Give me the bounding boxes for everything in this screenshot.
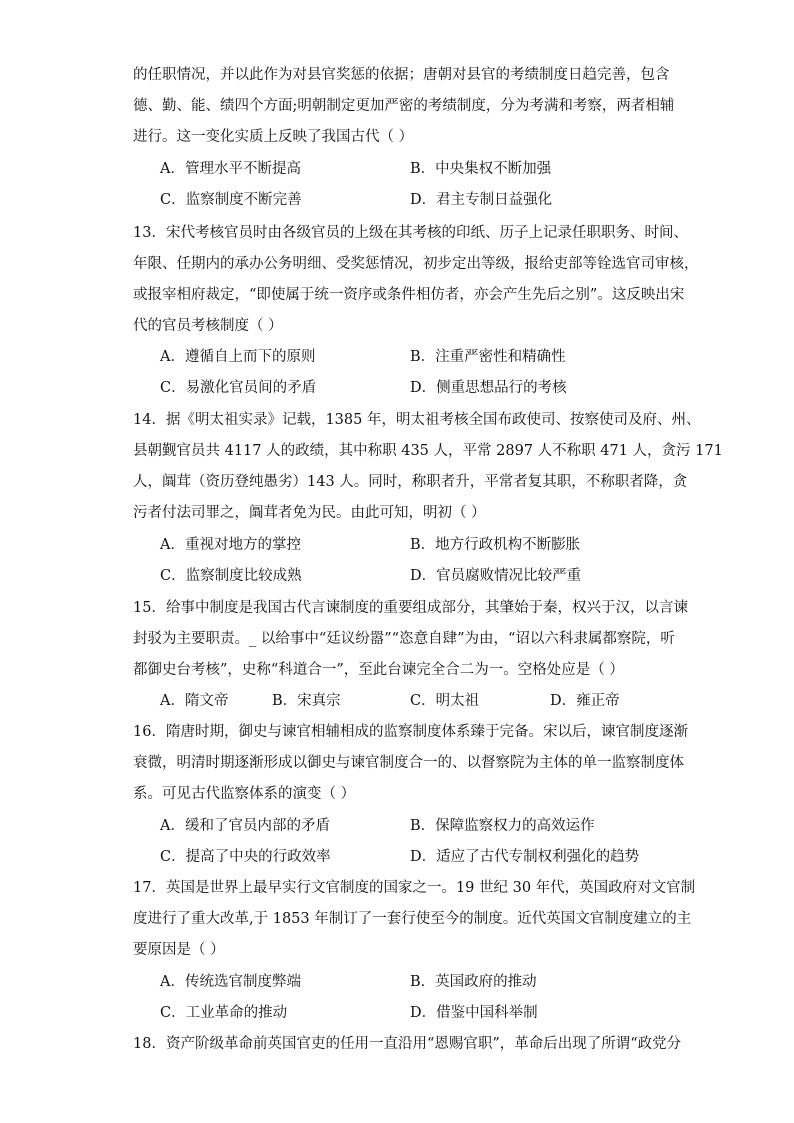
option-b[interactable]: B．地方行政机构不断膨胀 bbox=[410, 537, 581, 553]
question-13-stem bbox=[133, 218, 699, 342]
option-b[interactable]: B．宋真宗 bbox=[272, 693, 341, 709]
option-c[interactable]: C．监察制度不断完善 bbox=[160, 192, 302, 208]
option-a[interactable]: A．遵循自上而下的原则 bbox=[160, 349, 316, 365]
option-a[interactable]: A．管理水平不断提高 bbox=[160, 161, 301, 177]
question-12-stem bbox=[133, 60, 675, 153]
stem-line: 代的官员考核制度（ ） bbox=[133, 318, 283, 334]
option-b[interactable]: B．注重严密性和精确性 bbox=[410, 349, 566, 365]
option-c[interactable]: C．易激化官员间的矛盾 bbox=[160, 380, 317, 396]
option-c[interactable]: C．监察制度比较成熟 bbox=[160, 568, 302, 584]
option-c[interactable]: C．工业革命的推动 bbox=[160, 1005, 288, 1021]
stem-line: 进行。这一变化实质上反映了我国古代（ ） bbox=[133, 129, 414, 145]
question-15-stem bbox=[133, 593, 688, 686]
stem-line: 系。可见古代监察体系的演变（ ） bbox=[133, 786, 356, 802]
option-b[interactable]: B．中央集权不断加强 bbox=[410, 161, 552, 177]
option-a[interactable]: A．传统选官制度弊端 bbox=[160, 974, 301, 990]
option-d[interactable]: D．雍正帝 bbox=[550, 693, 620, 709]
stem-line: 18．资产阶级革命前英国官吏的任用一直沿用“恩赐官职”，革命后出现了所谓“政党分 bbox=[133, 1036, 682, 1052]
stem-line: 要原因是（ ） bbox=[133, 942, 225, 958]
option-a[interactable]: A．缓和了官员内部的矛盾 bbox=[160, 818, 330, 834]
stem-line: 13．宋代考核官员时由各级官员的上级在其考核的印纸、历子上记录任职职务、时间、 bbox=[133, 225, 688, 241]
stem-line: 年限、任期内的承办公务明细、受奖惩情况，初步定出等级，报给吏部等铨选官司审核， bbox=[133, 256, 699, 272]
stem-line: 封驳为主要职责。_ 以给事中“廷议纷嚣”“恣意自肆”为由，“诏以六科隶属都察院，听 bbox=[133, 631, 675, 647]
question-17-stem bbox=[133, 873, 696, 966]
stem-line: 都御史台考核”，史称“科道合一”，至此台谏完全合二为一。空格处应是（ ） bbox=[133, 662, 624, 678]
stem-line: 或报宰相府裁定，“即使属于统一资序或条件相仿者，亦会产生先后之别”。这反映出宋 bbox=[133, 287, 685, 303]
stem-line: 16．隋唐时期，御史与谏官相辅相成的监察制度体系臻于完备。宋以后，谏官制度逐渐 bbox=[133, 724, 688, 740]
stem-line: 17．英国是世界上最早实行文官制度的国家之一。19 世纪 30 年代，英国政府对文官制 bbox=[133, 880, 696, 896]
option-a[interactable]: A．隋文帝 bbox=[160, 693, 229, 709]
stem-line: 污者付法司罪之，阘茸者免为民。由此可知，明初（ ） bbox=[133, 505, 486, 521]
option-d[interactable]: D．侧重思想品行的考核 bbox=[410, 380, 567, 396]
option-b[interactable]: B．英国政府的推动 bbox=[410, 974, 537, 990]
stem-line: 衰微，明清时期逐渐形成以御史与谏官制度合一的、以督察院为主体的单一监察制度体 bbox=[133, 755, 684, 771]
question-18-stem bbox=[133, 1029, 682, 1060]
stem-line: 人，阘茸（资历登纯愚劣）143 人。同时，称职者升，平常者复其职，不称职者降，贪 bbox=[133, 474, 688, 490]
option-b[interactable]: B．保障监察权力的高效运作 bbox=[410, 818, 595, 834]
option-d[interactable]: D．适应了古代专制权利强化的趋势 bbox=[410, 849, 640, 865]
option-a[interactable]: A．重视对地方的掌控 bbox=[160, 537, 301, 553]
stem-line: 度进行了重大改革,于 1853 年制订了一套行使至今的制度。近代英国文官制度建立的主 bbox=[133, 911, 692, 927]
stem-line: 县朝觐官员共 4117 人的政绩，其中称职 435 人，平常 2897 人不称职 471 人，贪污 171 bbox=[133, 443, 723, 459]
question-16-stem bbox=[133, 717, 688, 810]
stem-line: 的任职情况，并以此作为对县官奖惩的依据；唐朝对县官的考绩制度日趋完善，包含 bbox=[133, 67, 670, 83]
option-d[interactable]: D．君主专制日益强化 bbox=[410, 192, 553, 208]
option-c[interactable]: C．明太祖 bbox=[410, 693, 480, 709]
stem-line: 15．给事中制度是我国古代言谏制度的重要组成部分，其肇始于秦，权兴于汉，以言谏 bbox=[133, 600, 688, 616]
stem-line: 德、勤、能、绩四个方面;明朝制定更加严密的考绩制度，分为考满和考察，两者相辅 bbox=[133, 98, 675, 114]
question-14-stem bbox=[133, 405, 723, 529]
option-c[interactable]: C．提高了中央的行政效率 bbox=[160, 849, 331, 865]
option-d[interactable]: D．官员腐败情况比较严重 bbox=[410, 568, 582, 584]
stem-line: 14．据《明太祖实录》记载，1385 年，明太祖考核全国布政使司、按察使司及府、州、 bbox=[133, 412, 701, 428]
option-d[interactable]: D．借鉴中国科举制 bbox=[410, 1005, 538, 1021]
